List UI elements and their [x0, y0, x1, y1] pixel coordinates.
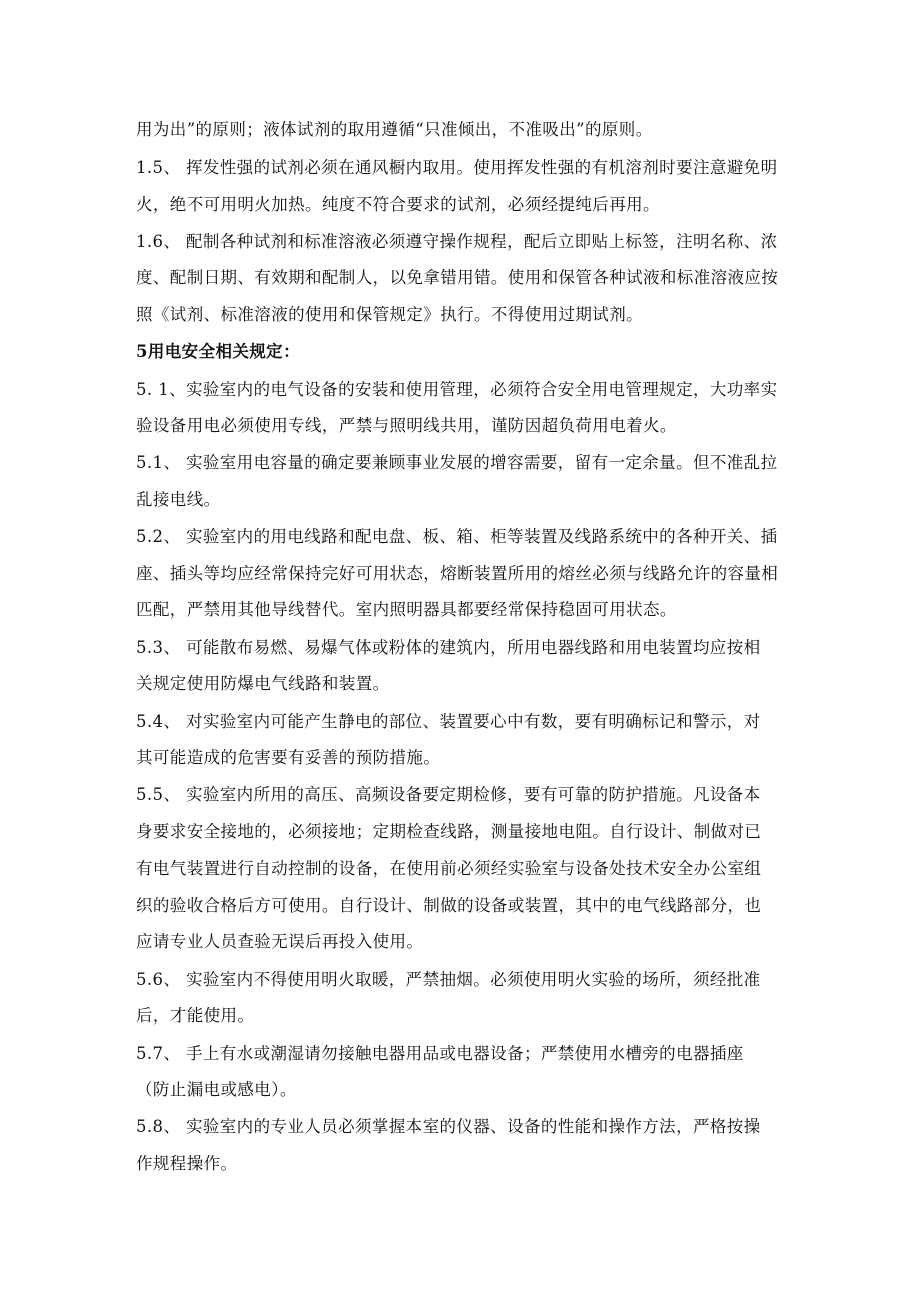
- text-line: 作规程操作。: [136, 1154, 238, 1173]
- section-heading: 5用电安全相关规定：: [136, 342, 300, 361]
- text-line: 5.2、 实验室内的用电线路和配电盘、板、箱、柜等装置及线路系统中的各种开关、插: [136, 527, 778, 546]
- text-line: 1.5、 挥发性强的试剂必须在通风橱内取用。使用挥发性强的有机溶剂时要注意避免明: [136, 158, 778, 177]
- text-line: 5.6、 实验室内不得使用明火取暖，严禁抽烟。必须使用明火实验的场所，须经批准: [136, 970, 761, 989]
- text-line: 其可能造成的危害要有妥善的预防措施。: [136, 748, 441, 767]
- text-line: 5.4、 对实验室内可能产生静电的部位、装置要心中有数，要有明确标记和警示，对: [136, 712, 761, 731]
- text-line: 5.7、 手上有水或潮湿请勿接触电器用品或电器设备；严禁使用水槽旁的电器插座: [136, 1044, 744, 1063]
- text-line: 照《试剂、标准溶液的使用和保管规定》执行。不得使用过期试剂。: [136, 305, 643, 324]
- text-line: 身要求安全接地的，必须接地；定期检查线路，测量接地电阻。自行设计、制做对已: [136, 822, 762, 841]
- text-line: 乱接电线。: [136, 490, 221, 509]
- text-line: （防止漏电或感电）。: [136, 1080, 297, 1099]
- text-line: 有电气装置进行自动控制的设备，在使用前必须经实验室与设备处技术安全办公室组: [136, 859, 762, 878]
- text-line: 用为出”的原则；液体试剂的取用遵循“只准倾出，不准吸出”的原则。: [136, 120, 653, 139]
- text-line: 5.3、 可能散布易燃、易爆气体或粉体的建筑内，所用电器线路和用电装置均应按相: [136, 638, 761, 657]
- text-line: 后，才能使用。: [136, 1006, 255, 1025]
- text-line: 座、插头等均应经常保持完好可用状态，熔断装置所用的熔丝必须与线路允许的容量相: [136, 564, 779, 583]
- text-line: 度、配制日期、有效期和配制人，以免拿错用错。使用和保管各种试液和标准溶液应按: [136, 268, 779, 287]
- text-line: 5. 1、实验室内的电气设备的安装和使用管理，必须符合安全用电管理规定，大功率实: [136, 380, 778, 399]
- text-line: 1.6、 配制各种试剂和标准溶液必须遵守操作规程，配后立即贴上标签，注明名称、浓: [136, 232, 778, 251]
- text-line: 5.8、 实验室内的专业人员必须掌握本室的仪器、设备的性能和操作方法，严格按操: [136, 1117, 761, 1136]
- text-line: 应请专业人员查验无误后再投入使用。: [136, 932, 424, 951]
- text-line: 关规定使用防爆电气线路和装置。: [136, 674, 390, 693]
- text-line: 5.5、 实验室内所用的高压、高频设备要定期检修，要有可靠的防护措施。凡设备本: [136, 785, 761, 804]
- text-line: 织的验收合格后方可使用。自行设计、制做的设备或装置，其中的电气线路部分，也: [136, 896, 762, 915]
- text-line: 火，绝不可用明火加热。纯度不符合要求的试剂，必须经提纯后再用。: [136, 195, 660, 214]
- text-line: 验设备用电必须使用专线，严禁与照明线共用，谨防因超负荷用电着火。: [136, 416, 677, 435]
- text-line: 匹配，严禁用其他导线替代。室内照明器具都要经常保持稳固可用状态。: [136, 600, 677, 619]
- text-line: 5.1、 实验室用电容量的确定要兼顾事业发展的增容需要，留有一定余量。但不准乱拉: [136, 453, 778, 472]
